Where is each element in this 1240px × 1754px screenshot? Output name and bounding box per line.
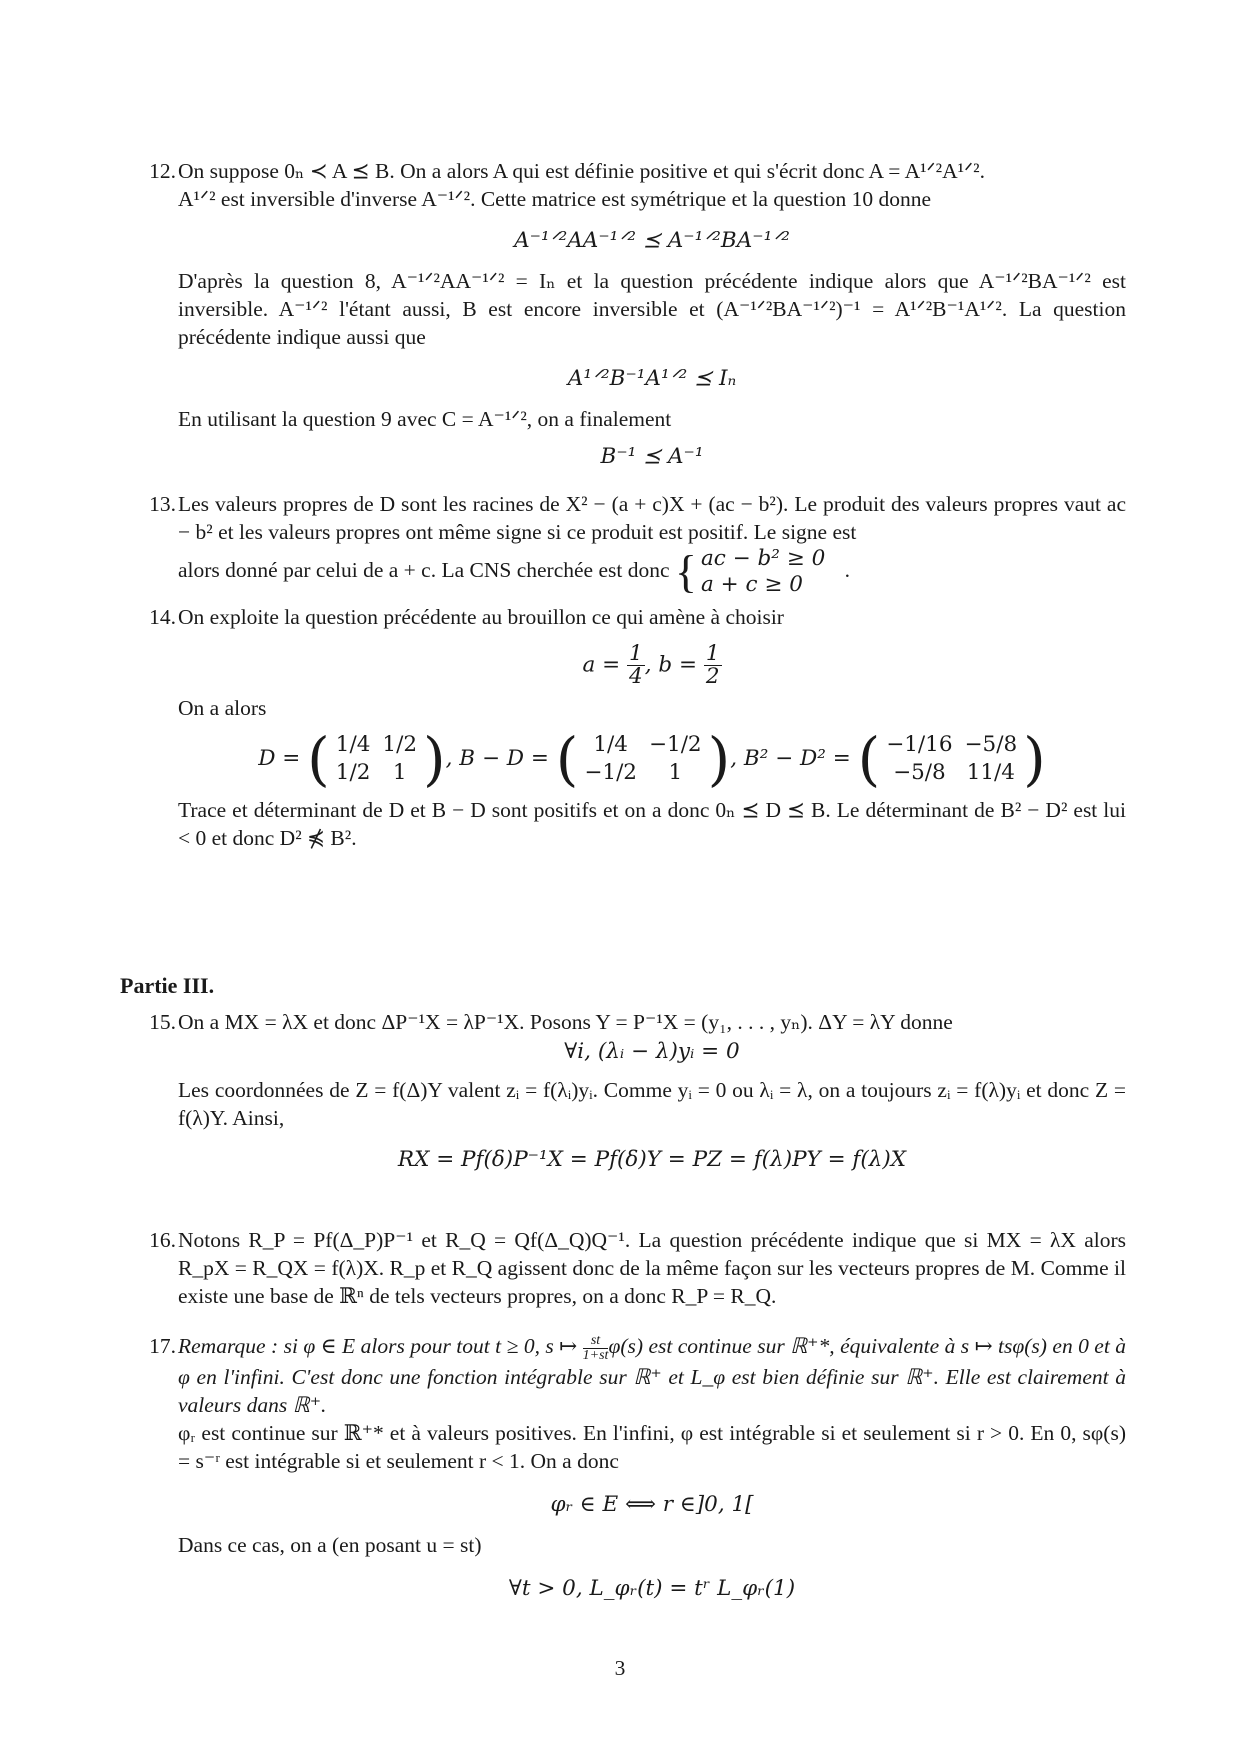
matrix-cell: 1 xyxy=(392,760,407,785)
matrix-cell: 1/4 xyxy=(593,732,628,757)
b-numerator: 1 xyxy=(705,641,720,666)
q12-line1: On suppose 0ₙ ≺ A ⪯ B. On a alors A qui est définie positive et qui s'écrit donc A = A¹ᐟ²A¹ᐟ². xyxy=(178,159,985,183)
matrix-B-minus-D xyxy=(578,731,707,787)
q15-equation-1: ∀i, (λᵢ − λ)yᵢ = 0 xyxy=(564,1039,740,1064)
q15-equation-2: RX = Pf(δ)P⁻¹X = Pf(δ)Y = PZ = f(λ)PY = f(λ)X xyxy=(397,1147,907,1172)
question-number: 15. xyxy=(149,1010,176,1034)
a-lhs: a = xyxy=(582,652,621,678)
q14-text: On exploite la question précédente au brouillon ce qui amène à choisir xyxy=(178,605,784,629)
q17-remark xyxy=(178,1332,1126,1419)
right-paren: ) xyxy=(423,725,446,793)
q17-equation-1: φᵣ ∈ E ⟺ r ∈]0, 1[ xyxy=(550,1491,754,1517)
right-paren: ) xyxy=(1023,725,1046,793)
st-fraction xyxy=(583,1334,609,1363)
q12-equation-1: A⁻¹ᐟ²AA⁻¹ᐟ² ⪯ A⁻¹ᐟ²BA⁻¹ᐟ² xyxy=(514,228,790,253)
remark-part-b: φ(s) est continue sur ℝ⁺*, équivalente à s ↦ tsφ(s) en 0 et à φ en l'infini. C'est donc une fonction intégrable sur ℝ⁺ et L_φ est bien définie sur ℝ⁺. Elle est clairement à valeurs dans ℝ⁺. xyxy=(178,1334,1127,1417)
q12-paragraph-2: D'après la question 8, A⁻¹ᐟ²AA⁻¹ᐟ² = Iₙ et la question précédente indique alors que A⁻¹ᐟ²BA⁻¹ᐟ² est inversible. A⁻¹ᐟ² l'étant aussi, B est encore inversible et (A⁻¹ᐟ²BA⁻¹ᐟ²)⁻¹ = A¹ᐟ²B⁻¹A¹ᐟ². La question précédente indique aussi que xyxy=(178,269,1126,349)
b-denominator: 2 xyxy=(705,664,720,689)
q13-cns-line xyxy=(178,546,1126,598)
q15-text: On a MX = λX et donc ΔP⁻¹X = λP⁻¹X. Posons Y = P⁻¹X = (y₁, . . . , yₙ). ΔY = λY donne xyxy=(178,1010,953,1034)
question-14 xyxy=(136,603,1126,852)
matrix-B2-minus-D2 xyxy=(880,731,1023,787)
b-lhs: , b = xyxy=(644,652,697,678)
cns-condition-1: ac − b² ≥ 0 xyxy=(700,546,826,571)
q15-text-2: Les coordonnées de Z = f(Δ)Y valent zᵢ = f(λᵢ)yᵢ. Comme yᵢ = 0 ou λᵢ = λ, on a toujours zᵢ = f(λ)yᵢ et donc Z = f(λ)Y. Ainsi, xyxy=(178,1078,1126,1130)
q12-paragraph-3: En utilisant la question 9 avec C = A⁻¹ᐟ², on a finalement xyxy=(178,407,672,431)
left-paren: ( xyxy=(307,725,330,793)
question-number: 17. xyxy=(149,1334,176,1358)
fraction-denominator: 1+st xyxy=(582,1347,609,1363)
question-16 xyxy=(136,1226,1126,1310)
matrix-cell: 1/4 xyxy=(335,732,371,757)
question-number: 16. xyxy=(149,1228,176,1252)
a-denominator: 4 xyxy=(629,664,643,689)
brace-symbol: { xyxy=(674,546,697,597)
a-numerator: 1 xyxy=(629,641,643,666)
fraction-numerator: st xyxy=(583,1334,609,1349)
question-17 xyxy=(136,1332,1126,1603)
q17-equation-2: ∀t > 0, L_φᵣ(t) = tʳ L_φᵣ(1) xyxy=(508,1575,796,1601)
q14-choice xyxy=(178,643,1126,688)
b-fraction xyxy=(704,643,722,688)
q13-dot: . xyxy=(844,557,851,582)
matrix-cell: −1/2 xyxy=(584,760,637,785)
matrix-cell: 1/2 xyxy=(382,732,417,757)
q12-equation-2: A¹ᐟ²B⁻¹A¹ᐟ² ⪯ Iₙ xyxy=(567,366,737,391)
section-heading: Partie III. xyxy=(120,973,215,998)
cns-system xyxy=(701,546,825,598)
q17-text: φᵣ est continue sur ℝ⁺* et à valeurs positives. En l'infini, φ est intégrable si et seulement si r > 0. En 0, sφ(s) = s⁻ʳ est intégrable si et seulement r < 1. On a donc xyxy=(178,1420,1126,1473)
q13-text-2: alors donné par celui de a + c. La CNS cherchée est donc xyxy=(178,557,670,582)
q14-conclusion: Trace et déterminant de D et B − D sont positifs et on a donc 0ₙ ⪯ D ⪯ B. Le déterminant de B² − D² est lui < 0 et donc D² ⋠ B². xyxy=(178,798,1126,850)
matrix-cell: −5/8 xyxy=(964,732,1018,757)
q16-text: Notons R_P = Pf(Δ_P)P⁻¹ et R_Q = Qf(Δ_Q)Q⁻¹. La question précédente indique que si MX = λX alors R_pX = R_QX = f(λ)X. R_p et R_Q agissent donc de la même façon sur les vecteurs propres de M. Comme il existe une base de ℝⁿ de tels vecteurs propres, on a donc R_P = R_Q. xyxy=(178,1228,1126,1308)
cns-condition-2: a + c ≥ 0 xyxy=(700,572,803,597)
q14-matrices xyxy=(178,725,1126,793)
a-fraction xyxy=(627,643,645,688)
matrix-cell: −1/16 xyxy=(886,732,953,757)
question-number: 13. xyxy=(149,492,176,516)
q14-onalors: On a alors xyxy=(178,696,267,720)
matrix-B2D2-label: , B² − D² = xyxy=(730,746,851,771)
q13-text: Les valeurs propres de D sont les racines de X² − (a + c)X + (ac − b²). Le produit des valeurs propres vaut ac − b² et les valeurs propres ont même signe si ce produit est positif. Le signe est xyxy=(178,492,1126,544)
remark-part-a: Remarque : si φ ∈ E alors pour tout t ≥ 0, s ↦ xyxy=(178,1334,578,1358)
q12-equation-3: B⁻¹ ⪯ A⁻¹ xyxy=(600,444,704,469)
matrix-cell: 1 xyxy=(668,760,683,785)
q17-text-2: Dans ce cas, on a (en posant u = st) xyxy=(178,1532,482,1557)
left-paren: ( xyxy=(555,725,579,793)
question-number: 12. xyxy=(149,159,176,183)
matrix-BD-label: , B − D = xyxy=(445,746,549,771)
question-13 xyxy=(136,490,1126,598)
left-paren: ( xyxy=(857,725,881,793)
matrix-cell: −5/8 xyxy=(893,760,946,785)
matrix-cell: 11/4 xyxy=(966,760,1015,785)
question-12 xyxy=(136,157,1126,471)
matrix-D xyxy=(330,731,423,787)
right-paren: ) xyxy=(707,725,731,793)
page-number: 3 xyxy=(614,1656,626,1680)
question-number: 14. xyxy=(149,605,176,629)
question-15 xyxy=(136,1008,1126,1174)
matrix-D-label: D = xyxy=(258,746,301,771)
matrix-cell: −1/2 xyxy=(649,732,702,757)
matrix-cell: 1/2 xyxy=(335,760,371,785)
q12-line2: A¹ᐟ² est inversible d'inverse A⁻¹ᐟ². Cette matrice est symétrique et la question 10 donne xyxy=(178,187,932,211)
